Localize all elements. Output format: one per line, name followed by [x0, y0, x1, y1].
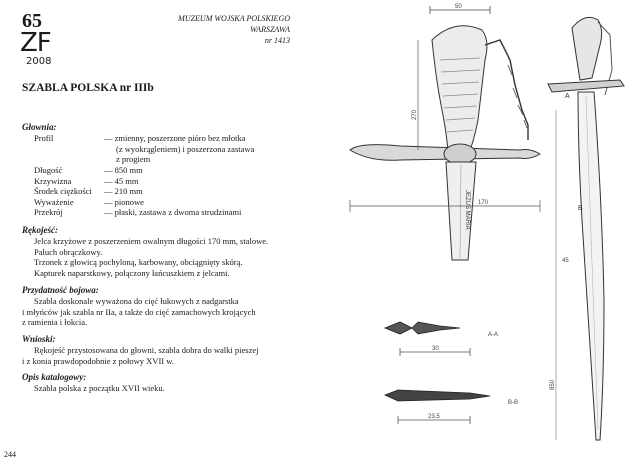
spec-label: Krzywizna	[34, 175, 72, 186]
spec-label: Długość	[34, 165, 63, 175]
body-line: Szabla polska z początku XVII wieku.	[34, 383, 165, 393]
spec-value: — 210 mm	[104, 186, 143, 196]
section-heading-opis: Opis katalogowy:	[22, 372, 87, 382]
blade-inscription: JEZUS MARIA	[464, 190, 470, 230]
spec-value: — 850 mm	[104, 165, 143, 175]
spec-value: — pionowe	[104, 196, 144, 207]
hilt-closeup	[350, 26, 540, 260]
mark-a: A	[565, 93, 570, 100]
dim-top: 50	[455, 4, 462, 10]
body-line: Rękojeść przystosowana do głowni, szabla dobra do walki pieszej	[34, 345, 259, 355]
section-aa-shape	[385, 322, 470, 356]
spec-label: Wyważenie	[34, 196, 74, 207]
footer-page-number: 244	[4, 450, 16, 459]
dim-crossguard: 170	[478, 200, 489, 206]
blade-length-label: 850	[550, 379, 556, 390]
spec-label-profil: Profil	[34, 133, 54, 143]
spec-value-profil-2: (z wyokrągleniem) i poszerzona zastawa	[116, 143, 255, 154]
body-line: Paluch obrączkowy.	[34, 246, 103, 257]
section-aa-label: A-A	[488, 332, 499, 338]
body-line: Szabla doskonale wyważona do cięć łukowych z nadgarstka	[34, 296, 239, 306]
section-heading-rekojesc: Rękojeść:	[22, 225, 58, 235]
spec-value: — 45 mm	[104, 175, 139, 186]
logo-year: 2008	[26, 56, 52, 67]
museum-inventory: nr 1413	[264, 36, 290, 45]
spec-value-profil-3: z progiem	[116, 154, 151, 164]
body-line: z ramienia i łokcia.	[22, 317, 88, 327]
spec-value: — płaski, zastawa z dwoma strudzinami	[104, 207, 242, 217]
body-line: i młyńców jak szabla nr IIa, a także do cięć zamachowych krojących	[22, 306, 256, 317]
page-number: 65	[22, 10, 42, 32]
page-title: SZABLA POLSKA nr IIIb	[22, 82, 154, 94]
logo-letters: ZF	[20, 28, 51, 58]
full-saber-outline	[548, 17, 624, 440]
section-bb-label: B-B	[508, 400, 519, 406]
spec-label: Przekrój	[34, 207, 63, 217]
spec-value-profil-1: — zmienny, poszerzone pióro bez młotka	[104, 133, 246, 143]
museum-name: MUZEUM WOJSKA POLSKIEGO	[178, 14, 290, 23]
section-heading-wnioski: Wnioski:	[22, 334, 56, 344]
mark-b: B	[578, 205, 583, 212]
body-line: Kapturek naparstkowy, połączony łańcuszkiem z jelcami.	[34, 267, 230, 278]
body-line: i z konia prawdopodobnie z połowy XVII w.	[22, 355, 174, 366]
body-line: Trzonek z głowicą pochyloną, karbowany, obciągnięty skórą.	[34, 257, 243, 267]
dim-hilt-height: 270	[412, 109, 418, 120]
section-a-width: 30	[432, 346, 439, 352]
blade-angle-label: 45	[562, 258, 569, 264]
body-line: Jelca krzyżowe z poszerzeniem owalnym długości 170 mm, stalowe.	[34, 236, 269, 246]
museum-city: WARSZAWA	[250, 25, 290, 34]
section-heading-przydatnosc: Przydatność bojowa:	[22, 285, 99, 295]
spec-label: Środek ciężkości	[34, 186, 92, 196]
section-b-width: 23.5	[428, 414, 440, 420]
section-heading-glownia: Głownia:	[22, 122, 57, 132]
